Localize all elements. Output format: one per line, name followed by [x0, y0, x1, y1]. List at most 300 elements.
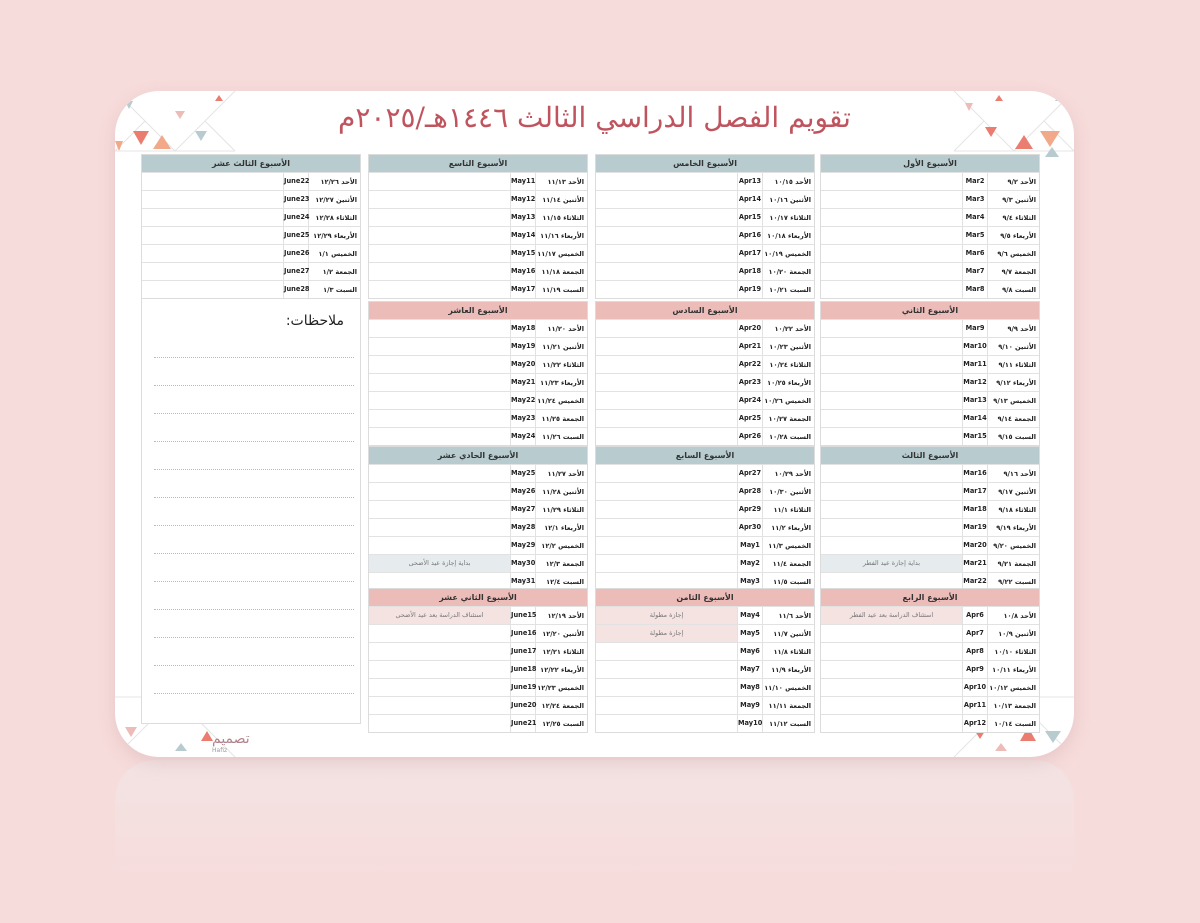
hijri-day: الثلاثاء ١٠/١٠	[994, 647, 1036, 656]
hijri-day: الأثنين ٩/١٠	[998, 342, 1036, 351]
week-table	[595, 446, 815, 591]
logo-mark: تصميم	[212, 731, 250, 747]
day-row[interactable]	[596, 409, 814, 427]
note-line[interactable]	[154, 441, 354, 442]
day-row[interactable]	[369, 244, 587, 262]
day-row[interactable]	[369, 500, 587, 518]
hijri-day: الأثنين ٩/١٧	[998, 487, 1036, 496]
day-row[interactable]	[596, 678, 814, 696]
gregorian-date: Apr26	[737, 428, 763, 445]
gregorian-date: May31	[510, 573, 536, 590]
gregorian-date: May14	[510, 227, 536, 244]
gregorian-date: Apr23	[737, 374, 763, 391]
gregorian-date: Apr11	[962, 697, 988, 714]
hijri-day: السبت ١٢/٢٥	[542, 719, 584, 728]
day-row[interactable]	[821, 500, 1039, 518]
gregorian-date: Mar3	[962, 191, 988, 208]
hijri-day: الأثنين ٩/٣	[1002, 195, 1036, 204]
gregorian-date: Apr21	[737, 338, 763, 355]
day-row[interactable]	[596, 427, 814, 445]
week-table	[820, 588, 1040, 733]
day-row[interactable]	[369, 427, 587, 445]
hijri-day: الخميس ١١/١٧	[537, 249, 584, 258]
gregorian-date: Apr10	[962, 679, 988, 696]
day-row[interactable]	[369, 391, 587, 409]
day-row[interactable]	[821, 554, 1039, 572]
note-line[interactable]	[154, 385, 354, 386]
hijri-day: السبت ١٠/١٤	[994, 719, 1036, 728]
gregorian-date: Mar2	[962, 173, 988, 190]
gregorian-date: Apr13	[737, 173, 763, 190]
day-row[interactable]	[821, 606, 1039, 624]
hijri-day: الأحد ١٠/٢٩	[774, 469, 811, 478]
week-table	[595, 301, 815, 446]
week-table	[141, 154, 361, 299]
gregorian-date: May21	[510, 374, 536, 391]
day-note: إجازة مطولة	[596, 625, 737, 642]
hijri-day: الثلاثاء ١٢/٢١	[542, 647, 584, 656]
gregorian-date: May28	[510, 519, 536, 536]
hijri-day: الأربعاء ١٢/١	[544, 523, 584, 532]
day-row[interactable]	[369, 280, 587, 298]
gregorian-date: May12	[510, 191, 536, 208]
hijri-day: الجمعة ١٠/٢٠	[768, 267, 811, 276]
hijri-day: الأربعاء ٩/٥	[1000, 231, 1036, 240]
day-row[interactable]	[821, 337, 1039, 355]
week-header: الأسبوع الثامن	[596, 589, 814, 606]
gregorian-date: May17	[510, 281, 536, 298]
hijri-day: الأثنين ١١/١٤	[542, 195, 584, 204]
gregorian-date: May8	[737, 679, 763, 696]
gregorian-date: Apr27	[737, 465, 763, 482]
day-row[interactable]	[369, 536, 587, 554]
day-note: بداية إجازة عيد الفطر	[821, 555, 962, 572]
hijri-day: الأربعاء ١١/٩	[771, 665, 811, 674]
day-row[interactable]	[596, 536, 814, 554]
gregorian-date: May19	[510, 338, 536, 355]
gregorian-date: Apr14	[737, 191, 763, 208]
day-row[interactable]	[369, 373, 587, 391]
gregorian-date: Apr15	[737, 209, 763, 226]
day-row[interactable]	[821, 262, 1039, 280]
note-line[interactable]	[154, 525, 354, 526]
week-header: الأسبوع السادس	[596, 302, 814, 319]
week-header: الأسبوع الثاني عشر	[369, 589, 587, 606]
gregorian-date: May30	[510, 555, 536, 572]
gregorian-date: Mar9	[962, 320, 988, 337]
day-row[interactable]	[596, 337, 814, 355]
gregorian-date: June27	[283, 263, 309, 280]
day-row[interactable]	[369, 262, 587, 280]
gregorian-date: June19	[510, 679, 536, 696]
gregorian-date: May3	[737, 573, 763, 590]
gregorian-date: Apr25	[737, 410, 763, 427]
gregorian-date: May24	[510, 428, 536, 445]
day-row[interactable]	[596, 373, 814, 391]
note-line[interactable]	[154, 693, 354, 694]
gregorian-date: May1	[737, 537, 763, 554]
hijri-day: الجمعة ١/٢	[322, 267, 357, 276]
gregorian-date: May10	[737, 715, 763, 732]
hijri-day: السبت ١٢/٤	[546, 577, 584, 586]
note-line[interactable]	[154, 497, 354, 498]
hijri-day: الخميس ٩/١٣	[993, 396, 1036, 405]
day-row[interactable]	[821, 373, 1039, 391]
gregorian-date: May13	[510, 209, 536, 226]
day-row[interactable]	[142, 226, 360, 244]
gregorian-date: May16	[510, 263, 536, 280]
hijri-day: الأحد ١٢/١٩	[547, 611, 584, 620]
gregorian-date: May25	[510, 465, 536, 482]
day-row[interactable]	[821, 172, 1039, 190]
hijri-day: السبت ١١/٥	[773, 577, 811, 586]
hijri-day: الأحد ١١/٦	[778, 611, 811, 620]
hijri-day: الأثنين ١٢/٢٧	[315, 195, 357, 204]
gregorian-date: Apr17	[737, 245, 763, 262]
hijri-day: الجمعة ١١/١٨	[541, 267, 584, 276]
hijri-day: الثلاثاء ١١/١٥	[542, 213, 584, 222]
day-row[interactable]	[596, 660, 814, 678]
week-table	[820, 446, 1040, 591]
day-row[interactable]	[821, 355, 1039, 373]
hijri-day: الجمعة ١٠/٢٧	[768, 414, 811, 423]
day-row[interactable]	[369, 190, 587, 208]
hijri-day: الأثنين ١٠/٣٠	[769, 487, 811, 496]
day-row[interactable]	[369, 409, 587, 427]
day-row[interactable]	[596, 624, 814, 642]
week-table	[368, 301, 588, 446]
gregorian-date: June17	[510, 643, 536, 660]
gregorian-date: May27	[510, 501, 536, 518]
day-row[interactable]	[142, 262, 360, 280]
day-note: استئناف الدراسة بعد عيد الأضحى	[369, 607, 510, 624]
gregorian-date: Mar18	[962, 501, 988, 518]
week-header: الأسبوع الخامس	[596, 155, 814, 172]
notes-panel[interactable]	[141, 298, 361, 724]
day-row[interactable]	[142, 208, 360, 226]
gregorian-date: Apr9	[962, 661, 988, 678]
hijri-day: الأحد ١٢/٢٦	[320, 177, 357, 186]
hijri-day: الجمعة ١٠/١٣	[993, 701, 1036, 710]
day-row[interactable]	[369, 464, 587, 482]
hijri-day: الجمعة ٩/٧	[1001, 267, 1036, 276]
gregorian-date: Apr19	[737, 281, 763, 298]
hijri-day: الأحد ١٠/٨	[1003, 611, 1036, 620]
designer-logo	[212, 731, 250, 754]
day-row[interactable]	[596, 355, 814, 373]
week-header: الأسبوع السابع	[596, 447, 814, 464]
gregorian-date: June23	[283, 191, 309, 208]
day-row[interactable]	[369, 482, 587, 500]
week-table	[820, 301, 1040, 446]
gregorian-date: Mar16	[962, 465, 988, 482]
hijri-day: الثلاثاء ٩/٤	[1002, 213, 1036, 222]
gregorian-date: June28	[283, 281, 309, 298]
day-row[interactable]	[596, 464, 814, 482]
hijri-day: الأربعاء ٩/١٩	[996, 523, 1036, 532]
day-row[interactable]	[596, 244, 814, 262]
gregorian-date: May18	[510, 320, 536, 337]
notes-title: ملاحظات:	[285, 313, 344, 329]
gregorian-date: Mar13	[962, 392, 988, 409]
gregorian-date: Mar10	[962, 338, 988, 355]
hijri-day: الخميس ١١/٣	[768, 541, 811, 550]
day-row[interactable]	[821, 280, 1039, 298]
hijri-day: الخميس ١/١	[318, 249, 357, 258]
hijri-day: الأثنين ١١/٢١	[542, 342, 584, 351]
gregorian-date: June25	[283, 227, 309, 244]
hijri-day: الخميس ١١/٢٤	[537, 396, 584, 405]
day-row[interactable]	[821, 696, 1039, 714]
gregorian-date: Mar7	[962, 263, 988, 280]
hijri-day: الخميس ١٠/١٢	[989, 683, 1036, 692]
gregorian-date: June18	[510, 661, 536, 678]
hijri-day: الخميس ١٢/٢	[541, 541, 584, 550]
day-row[interactable]	[369, 714, 587, 732]
gregorian-date: May20	[510, 356, 536, 373]
gregorian-date: Apr22	[737, 356, 763, 373]
day-row[interactable]	[596, 262, 814, 280]
hijri-day: الأثنين ١٠/٢٣	[769, 342, 811, 351]
gregorian-date: Mar20	[962, 537, 988, 554]
day-row[interactable]	[369, 319, 587, 337]
hijri-day: الجمعة ٩/٢١	[997, 559, 1036, 568]
gregorian-date: June20	[510, 697, 536, 714]
day-row[interactable]	[369, 624, 587, 642]
day-row[interactable]	[369, 355, 587, 373]
hijri-day: الأحد ٩/٩	[1007, 324, 1036, 333]
note-line[interactable]	[154, 413, 354, 414]
hijri-day: الجمعة ٩/١٤	[997, 414, 1036, 423]
gregorian-date: May9	[737, 697, 763, 714]
hijri-day: السبت ٩/٨	[1002, 285, 1036, 294]
week-header: الأسبوع التاسع	[369, 155, 587, 172]
day-row[interactable]	[596, 226, 814, 244]
logo-text: Hafiz	[212, 747, 228, 754]
hijri-day: الأربعاء ١٠/١٨	[767, 231, 811, 240]
hijri-day: الثلاثاء ٩/١٨	[998, 505, 1036, 514]
day-row[interactable]	[142, 244, 360, 262]
day-row[interactable]	[596, 280, 814, 298]
day-row[interactable]	[596, 500, 814, 518]
week-header: الأسبوع الثاني	[821, 302, 1039, 319]
week-table	[368, 154, 588, 299]
week-table	[368, 446, 588, 591]
day-row[interactable]	[596, 172, 814, 190]
hijri-day: الأثنين ١١/٢٨	[542, 487, 584, 496]
day-row[interactable]	[369, 696, 587, 714]
hijri-day: الأثنين ١٢/٢٠	[542, 629, 584, 638]
day-row[interactable]	[821, 190, 1039, 208]
day-row[interactable]	[596, 319, 814, 337]
note-line[interactable]	[154, 553, 354, 554]
gregorian-date: Apr12	[962, 715, 988, 732]
gregorian-date: Apr7	[962, 625, 988, 642]
day-row[interactable]	[596, 391, 814, 409]
gregorian-date: May2	[737, 555, 763, 572]
day-row[interactable]	[596, 190, 814, 208]
gregorian-date: May5	[737, 625, 763, 642]
day-row[interactable]	[596, 518, 814, 536]
day-row[interactable]	[369, 518, 587, 536]
gregorian-date: Mar12	[962, 374, 988, 391]
gregorian-date: Mar21	[962, 555, 988, 572]
hijri-day: الجمعة ١١/٤	[772, 559, 811, 568]
gregorian-date: Apr20	[737, 320, 763, 337]
day-row[interactable]	[369, 337, 587, 355]
hijri-day: الجمعة ١٢/٣	[545, 559, 584, 568]
day-row[interactable]	[821, 208, 1039, 226]
hijri-day: الأثنين ١٠/١٦	[769, 195, 811, 204]
day-row[interactable]	[821, 409, 1039, 427]
gregorian-date: Mar5	[962, 227, 988, 244]
day-row[interactable]	[369, 660, 587, 678]
day-row[interactable]	[596, 208, 814, 226]
hijri-day: الأربعاء ١٠/٢٥	[767, 378, 811, 387]
day-row[interactable]	[369, 606, 587, 624]
hijri-day: السبت ١١/١٢	[769, 719, 811, 728]
hijri-day: الأحد ١١/١٣	[547, 177, 584, 186]
hijri-day: الأثنين ١١/٧	[773, 629, 811, 638]
hijri-day: الأربعاء ١٠/١١	[992, 665, 1036, 674]
note-line[interactable]	[154, 469, 354, 470]
note-line[interactable]	[154, 665, 354, 666]
hijri-day: الخميس ١١/١٠	[764, 683, 811, 692]
day-row[interactable]	[821, 427, 1039, 445]
hijri-day: الأحد ٩/١٦	[1003, 469, 1036, 478]
gregorian-date: Apr30	[737, 519, 763, 536]
gregorian-date: Mar22	[962, 573, 988, 590]
gregorian-date: Mar11	[962, 356, 988, 373]
day-row[interactable]	[821, 244, 1039, 262]
gregorian-date: Apr28	[737, 483, 763, 500]
hijri-day: الثلاثاء ١١/٢٢	[542, 360, 584, 369]
gregorian-date: May7	[737, 661, 763, 678]
hijri-day: الجمعة ١١/٢٥	[541, 414, 584, 423]
day-row[interactable]	[142, 172, 360, 190]
day-note: بداية إجازة عيد الأضحى	[369, 555, 510, 572]
hijri-day: الأربعاء ١١/٢	[771, 523, 811, 532]
note-line[interactable]	[154, 609, 354, 610]
day-note: إجازة مطولة	[596, 607, 737, 624]
hijri-day: الجمعة ١٢/٢٤	[541, 701, 584, 710]
day-row[interactable]	[142, 190, 360, 208]
week-table	[820, 154, 1040, 299]
gregorian-date: May15	[510, 245, 536, 262]
day-row[interactable]	[596, 696, 814, 714]
hijri-day: الثلاثاء ١١/١	[773, 505, 811, 514]
week-header: الأسبوع الثالث	[821, 447, 1039, 464]
gregorian-date: Apr16	[737, 227, 763, 244]
hijri-day: الثلاثاء ١٢/٢٨	[315, 213, 357, 222]
hijri-day: الأحد ٩/٢	[1007, 177, 1036, 186]
day-row[interactable]	[596, 714, 814, 732]
gregorian-date: Mar15	[962, 428, 988, 445]
gregorian-date: Apr8	[962, 643, 988, 660]
day-row[interactable]	[821, 678, 1039, 696]
day-row[interactable]	[369, 554, 587, 572]
hijri-day: الأربعاء ١١/٢٣	[540, 378, 584, 387]
hijri-day: الثلاثاء ١٠/١٧	[769, 213, 811, 222]
day-row[interactable]	[369, 642, 587, 660]
note-line[interactable]	[154, 637, 354, 638]
hijri-day: الأحد ١٠/١٥	[774, 177, 811, 186]
week-header: الأسبوع الحادي عشر	[369, 447, 587, 464]
gregorian-date: Mar17	[962, 483, 988, 500]
note-line[interactable]	[154, 357, 354, 358]
day-row[interactable]	[821, 482, 1039, 500]
hijri-day: السبت ٩/١٥	[998, 432, 1036, 441]
hijri-day: الثلاثاء ١١/٨	[773, 647, 811, 656]
day-row[interactable]	[821, 660, 1039, 678]
week-table	[595, 588, 815, 733]
gregorian-date: June22	[283, 173, 309, 190]
hijri-day: الأثنين ١٠/٩	[998, 629, 1036, 638]
day-row[interactable]	[821, 226, 1039, 244]
gregorian-date: June24	[283, 209, 309, 226]
day-row[interactable]	[821, 518, 1039, 536]
day-note: استئناف الدراسة بعد عيد الفطر	[821, 607, 962, 624]
day-row[interactable]	[821, 319, 1039, 337]
gregorian-date: June15	[510, 607, 536, 624]
hijri-day: السبت ١١/١٩	[542, 285, 584, 294]
hijri-day: الخميس ١٠/١٩	[764, 249, 811, 258]
day-row[interactable]	[821, 391, 1039, 409]
hijri-day: السبت ١٠/٢٨	[769, 432, 811, 441]
hijri-day: الثلاثاء ١٠/٢٤	[769, 360, 811, 369]
day-row[interactable]	[596, 482, 814, 500]
hijri-day: الأحد ١٠/٢٢	[774, 324, 811, 333]
day-row[interactable]	[369, 208, 587, 226]
day-row[interactable]	[369, 678, 587, 696]
hijri-day: السبت ١/٣	[323, 285, 357, 294]
gregorian-date: May4	[737, 607, 763, 624]
gregorian-date: June16	[510, 625, 536, 642]
day-row[interactable]	[369, 226, 587, 244]
hijri-day: السبت ٩/٢٢	[998, 577, 1036, 586]
day-row[interactable]	[821, 464, 1039, 482]
day-row[interactable]	[821, 624, 1039, 642]
hijri-day: الأربعاء ١٢/٢٢	[540, 665, 584, 674]
week-header: الأسبوع الثالث عشر	[142, 155, 360, 172]
day-row[interactable]	[142, 280, 360, 298]
gregorian-date: Mar19	[962, 519, 988, 536]
day-row[interactable]	[821, 536, 1039, 554]
gregorian-date: Mar4	[962, 209, 988, 226]
hijri-day: الجمعة ١١/١١	[768, 701, 811, 710]
day-row[interactable]	[596, 642, 814, 660]
hijri-day: الأربعاء ٩/١٢	[996, 378, 1036, 387]
week-header: الأسبوع الرابع	[821, 589, 1039, 606]
hijri-day: السبت ١٠/٢١	[769, 285, 811, 294]
gregorian-date: Apr6	[962, 607, 988, 624]
week-header: الأسبوع الأول	[821, 155, 1039, 172]
week-header: الأسبوع العاشر	[369, 302, 587, 319]
reflection	[115, 760, 1074, 910]
gregorian-date: June21	[510, 715, 536, 732]
day-row[interactable]	[596, 606, 814, 624]
week-table	[595, 154, 815, 299]
day-row[interactable]	[369, 172, 587, 190]
note-line[interactable]	[154, 581, 354, 582]
gregorian-date: June26	[283, 245, 309, 262]
hijri-day: الأربعاء ١١/١٦	[540, 231, 584, 240]
hijri-day: الأربعاء ١٢/٢٩	[313, 231, 357, 240]
hijri-day: الثلاثاء ٩/١١	[998, 360, 1036, 369]
day-row[interactable]	[821, 642, 1039, 660]
day-row[interactable]	[821, 714, 1039, 732]
day-row[interactable]	[596, 554, 814, 572]
